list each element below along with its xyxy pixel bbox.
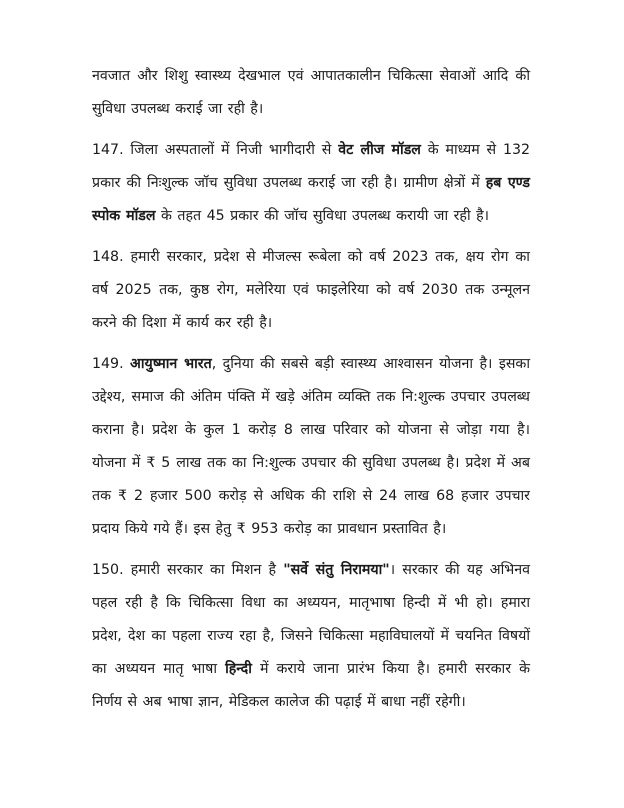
paragraph-text: , दुनिया की सबसे बड़ी स्वास्थ्य आश्वासन योजना है। इसका उद्देश्य, समाज की अंतिम पंक्ति में खड़े अंतिम व्यक्ति तक नि:शुल्क उपचार उपलब्ध कराना है। प्रदेश के कुल 1 करोड़ 8 लाख परिवार को योजना से जोड़ा गया है। योजना में ₹ 5 लाख तक का नि:शुल्क उपचार की सुविधा उपलब्ध है। प्रदेश में अब तक ₹ 2 हजार 500 करोड़ से अधिक की राशि से 24 लाख 68 हजार उपचार प्रदाय किये गये हैं। इस हेतु ₹ 953 करोड़ का प्रावधान प्रस्तावित है। [92,356,530,537]
bold-term-ayushman-bharat: आयुष्मान भारत [130,356,212,372]
paragraph-number: 150. [92,562,124,578]
bold-term-sarve-santu-niramaya: "सर्वे संतु निरामया" [283,562,390,578]
paragraph-number: 149. [92,356,124,372]
paragraph-number: 148. [92,249,124,265]
paragraph-148 [92,241,530,340]
paragraph-text: के तहत 45 प्रकार की जॉच सुविधा उपलब्ध करायी जा रही है। [155,208,490,224]
document-page [92,60,530,727]
paragraph-150 [92,554,530,719]
bold-term-hub-and-spoke-model: हब एण्ड स्पोक मॉडल [92,175,530,224]
paragraph-text: नवजात और शिशु स्वास्थ्य देखभाल एवं आपातकालीन चिकित्सा सेवाओं आदि की सुविधा उपलब्ध कराई जा रही है। [92,68,530,117]
paragraph-text: में कराये जाना प्रारंभ किया है। हमारी सरकार के निर्णय से अब भाषा ज्ञान, मेडिकल कालेज की पढ़ाई में बाधा नहीं रहेगी। [92,661,530,710]
paragraph-number: 147. [92,142,124,158]
paragraph-text: जिला अस्पतालों में निजी भागीदारी से [123,142,339,158]
bold-term-hindi: हिन्दी [225,661,252,677]
paragraph-147 [92,134,530,233]
bold-term-wet-lease-model: वेट लीज मॉडल [338,142,421,158]
paragraph-text: हमारी सरकार का मिशन है [123,562,284,578]
paragraph-text: । सरकार की यह अभिनव पहल रही है कि चिकित्सा विधा का अध्ययन, मातृभाषा हिन्दी में भी हो। हमारा प्रदेश, देश का पहला राज्य रहा है, जिसने चिकित्सा महाविघालयों में चयनित विषयों का अध्ययन मातृ भाषा [92,562,531,677]
paragraph-text: हमारी सरकार, प्रदेश से मीजल्स रूबेला को वर्ष 2023 तक, क्षय रोग का वर्ष 2025 तक, कुष्ठ रोग, मलेरिया एवं फाइलेरिया को वर्ष 2030 तक उन्मूलन करने की दिशा में कार्य कर रही है। [92,249,530,331]
paragraph-text: के माध्यम से 132 प्रकार की निःशुल्क जॉच सुविधा उपलब्ध कराई जा रही है। ग्रामीण क्षेत्रों में [92,142,531,191]
paragraph-continuation [92,60,530,126]
paragraph-149 [92,348,530,546]
